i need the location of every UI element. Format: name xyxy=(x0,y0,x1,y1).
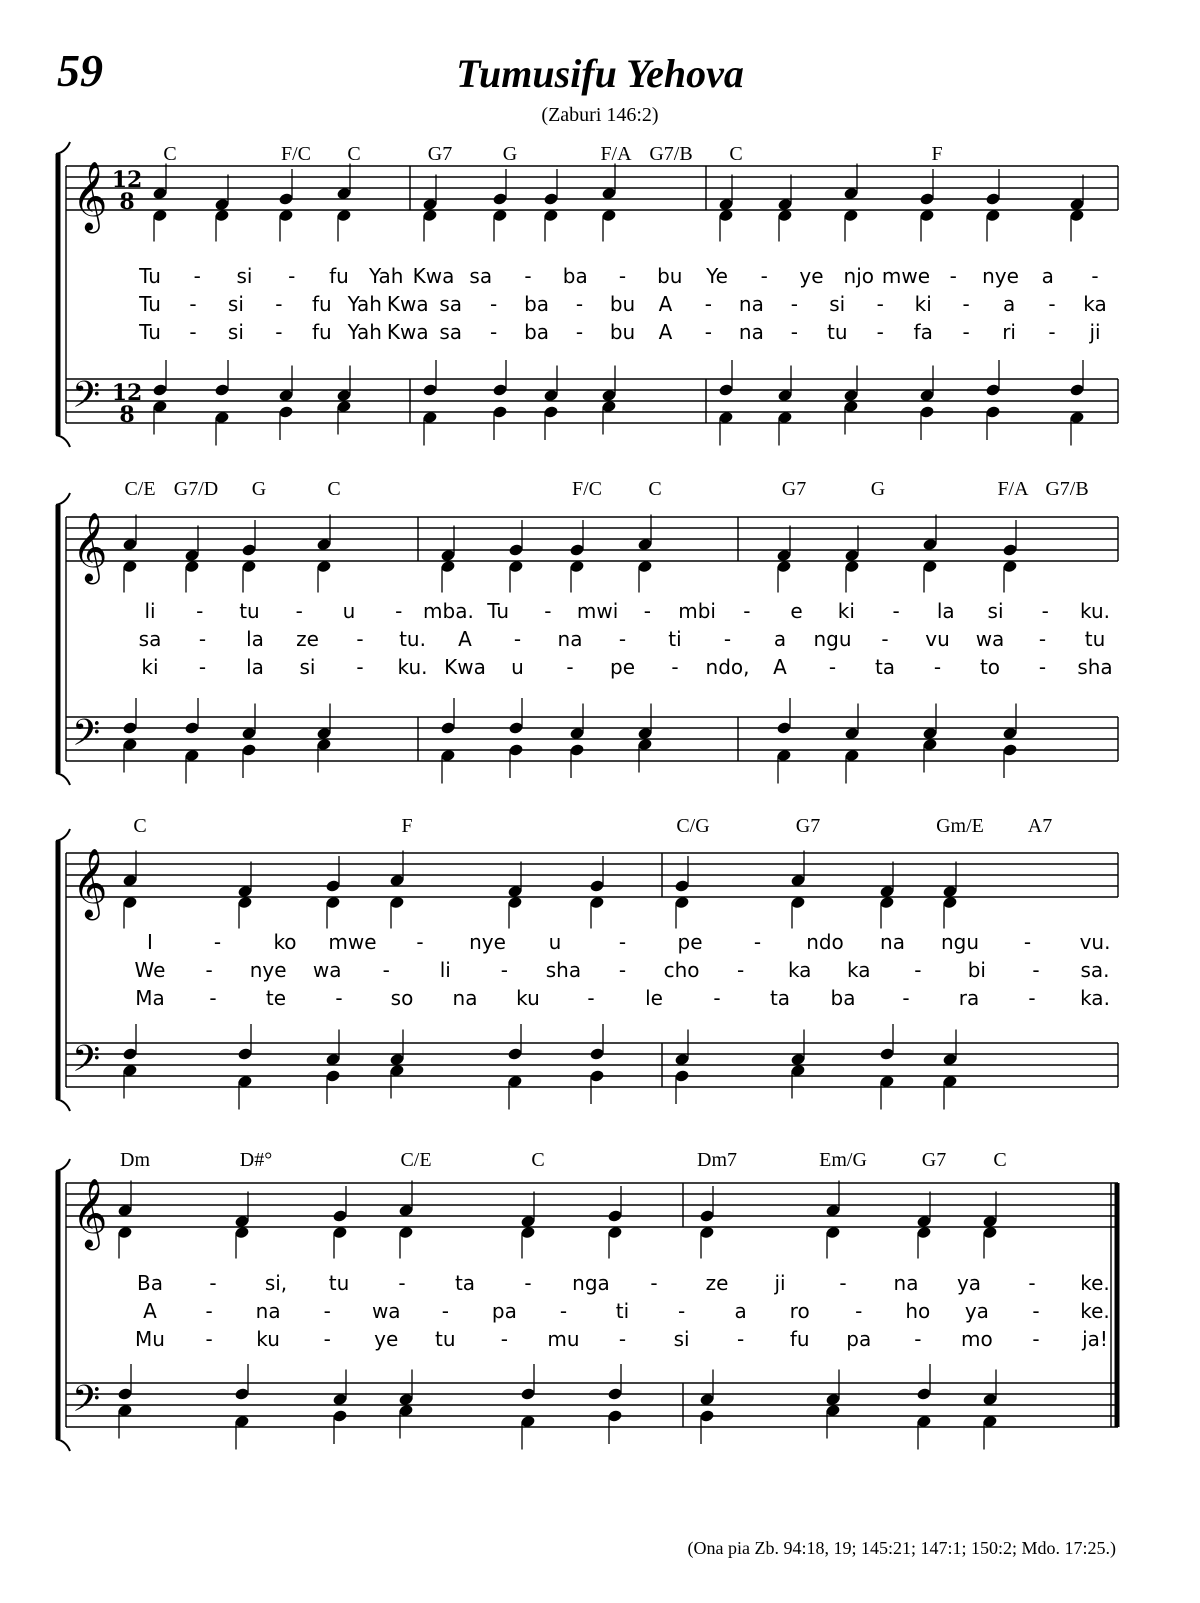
lyric-hyphen: - xyxy=(618,1327,627,1351)
lyric-hyphen: - xyxy=(500,1327,508,1351)
chord-symbol: G7 xyxy=(781,478,807,500)
lyric-hyphen: - xyxy=(914,958,922,982)
lyric-syllable: Ma xyxy=(135,986,165,1010)
bracket-top-hook xyxy=(56,1159,70,1171)
lyric-syllable: bu xyxy=(609,292,636,316)
lyric-syllable: Tu xyxy=(487,599,510,623)
lyric-syllable: ke. xyxy=(1080,1299,1110,1323)
lyric-hyphen: - xyxy=(723,627,732,651)
lyric-syllable: ye xyxy=(374,1327,399,1351)
lyric-hyphen: - xyxy=(490,320,498,344)
lyric-hyphen: - xyxy=(575,320,584,344)
lyric-hyphen: - xyxy=(1041,599,1049,623)
lyric-syllable: Kwa xyxy=(412,264,455,288)
lyric-syllable: tu. xyxy=(399,627,426,651)
lyric-syllable: pe xyxy=(677,930,703,954)
lyric-syllable: bu xyxy=(609,320,636,344)
lyric-syllable: Ba xyxy=(137,1271,163,1295)
song-subtitle: (Zaburi 146:2) xyxy=(541,104,659,126)
lyric-hyphen: - xyxy=(356,655,364,679)
lyric-syllable: ze xyxy=(705,1271,729,1295)
lyric-syllable: Tu xyxy=(139,292,161,316)
lyric-hyphen: - xyxy=(575,292,584,316)
chord-symbol: C xyxy=(993,1149,1007,1171)
lyric-syllable: cho xyxy=(663,958,700,982)
lyric-hyphen: - xyxy=(1023,930,1032,954)
lyric-hyphen: - xyxy=(743,599,751,623)
lyric-hyphen: - xyxy=(288,264,296,288)
lyric-syllable: wa xyxy=(371,1299,401,1323)
lyric-syllable: mbi xyxy=(678,599,716,623)
lyric-syllable: ro xyxy=(789,1299,810,1323)
chord-symbol: C/E xyxy=(124,478,156,500)
chord-symbol: C xyxy=(327,478,341,500)
lyric-syllable: tu xyxy=(239,599,260,623)
chord-symbol: C xyxy=(133,815,147,837)
lyric-hyphen: - xyxy=(933,655,942,679)
lyric-syllable: Kwa xyxy=(386,320,429,344)
chord-symbol: G7/B xyxy=(1045,478,1089,500)
lyric-syllable: si xyxy=(673,1327,690,1351)
lyric-syllable: Mu xyxy=(135,1327,165,1351)
lyric-syllable: sa xyxy=(439,292,463,316)
bracket-bottom-hook xyxy=(56,773,70,785)
lyric-hyphen: - xyxy=(618,958,627,982)
lyric-hyphen: - xyxy=(559,1299,568,1323)
lyric-syllable: sa xyxy=(439,320,463,344)
lyric-syllable: la xyxy=(936,599,955,623)
bass-clef-icon: 𝄢 xyxy=(72,712,101,763)
lyric-syllable: ji xyxy=(1089,320,1101,344)
lyric-hyphen: - xyxy=(737,958,745,982)
bass-clef-icon: 𝄢 xyxy=(72,1038,101,1089)
chord-symbol: C xyxy=(163,143,177,165)
lyric-syllable: nye xyxy=(469,930,506,954)
lyric-syllable: ku xyxy=(516,986,540,1010)
lyric-syllable: fu xyxy=(789,1327,810,1351)
lyric-syllable: ri xyxy=(1002,320,1016,344)
lyric-hyphen: - xyxy=(205,958,213,982)
chord-symbol: G xyxy=(870,478,886,500)
lyric-hyphen: - xyxy=(760,264,768,288)
chord-symbol: G xyxy=(251,478,267,500)
lyric-syllable: Tu xyxy=(139,264,161,288)
lyric-syllable: wa xyxy=(975,627,1005,651)
lyric-syllable: pe xyxy=(610,655,635,679)
lyric-hyphen: - xyxy=(962,292,970,316)
lyric-syllable: pa xyxy=(491,1299,517,1323)
lyric-syllable: ka xyxy=(787,958,812,982)
lyric-hyphen: - xyxy=(949,264,957,288)
lyric-syllable: li xyxy=(144,599,156,623)
lyric-hyphen: - xyxy=(1038,627,1047,651)
lyric-hyphen: - xyxy=(500,958,508,982)
lyric-syllable: ta xyxy=(454,1271,476,1295)
lyric-hyphen: - xyxy=(544,599,552,623)
lyric-syllable: Tu xyxy=(139,320,161,344)
scripture-references: (Ona pia Zb. 94:18, 19; 145:21; 147:1; 150:2; Mdo. 17:25.) xyxy=(687,1538,1116,1558)
treble-clef-icon: 𝄞 xyxy=(72,1178,108,1248)
lyric-syllable: ba xyxy=(562,264,588,288)
lyric-hyphen: - xyxy=(855,1299,863,1323)
lyric-syllable: ki xyxy=(141,655,159,679)
lyric-hyphen: - xyxy=(881,627,889,651)
lyric-syllable: si xyxy=(829,292,846,316)
lyric-hyphen: - xyxy=(1048,292,1056,316)
lyric-hyphen: - xyxy=(704,320,713,344)
lyric-syllable: ba xyxy=(524,320,550,344)
bracket-bottom-hook xyxy=(56,1099,70,1111)
lyric-hyphen: - xyxy=(335,986,343,1010)
lyric-hyphen: - xyxy=(1048,320,1056,344)
lyric-syllable: ya xyxy=(956,1271,982,1295)
lyric-hyphen: - xyxy=(323,1327,331,1351)
chord-symbol: C/E xyxy=(400,1149,432,1171)
lyric-hyphen: - xyxy=(1032,1327,1040,1351)
lyric-syllable: mu xyxy=(547,1327,580,1351)
lyric-syllable: ngu xyxy=(813,627,852,651)
song-title: Tumusifu Yehova xyxy=(456,51,744,96)
lyric-syllable: sha xyxy=(1077,655,1113,679)
lyric-hyphen: - xyxy=(295,599,303,623)
treble-clef-icon: 𝄞 xyxy=(72,161,108,231)
lyric-syllable: si xyxy=(227,320,244,344)
bass-staff xyxy=(66,1383,1118,1427)
lyric-hyphen: - xyxy=(1038,655,1047,679)
lyric-syllable: tu xyxy=(1084,627,1106,651)
lyric-hyphen: - xyxy=(753,930,762,954)
lyric-hyphen: - xyxy=(790,320,798,344)
treble-staff xyxy=(66,1183,1118,1227)
lyric-hyphen: - xyxy=(828,655,837,679)
lyric-hyphen: - xyxy=(839,1271,847,1295)
lyric-syllable: A xyxy=(658,292,673,316)
lyric-syllable: tu xyxy=(827,320,848,344)
lyric-syllable: u xyxy=(511,655,524,679)
lyric-hyphen: - xyxy=(209,1271,217,1295)
lyric-syllable: na xyxy=(893,1271,919,1295)
lyric-hyphen: - xyxy=(737,1327,745,1351)
lyric-hyphen: - xyxy=(892,599,900,623)
lyric-syllable: ye xyxy=(799,264,824,288)
lyric-hyphen: - xyxy=(275,320,283,344)
lyric-syllable: ti xyxy=(668,627,682,651)
lyric-syllable: mwe xyxy=(328,930,377,954)
lyric-syllable: ki xyxy=(837,599,855,623)
bass-clef-icon: 𝄢 xyxy=(72,1378,101,1429)
system-3 xyxy=(56,815,1118,1111)
chord-symbol: G7/D xyxy=(173,478,219,500)
lyric-hyphen: - xyxy=(1032,1299,1040,1323)
lyric-hyphen: - xyxy=(643,599,651,623)
lyric-hyphen: - xyxy=(618,627,627,651)
lyric-syllable: sa. xyxy=(1080,958,1110,982)
lyric-syllable: a xyxy=(773,627,787,651)
lyric-syllable: u xyxy=(342,599,356,623)
lyric-syllable: a xyxy=(734,1299,747,1323)
lyric-hyphen: - xyxy=(198,627,207,651)
lyric-syllable: si xyxy=(987,599,1004,623)
chord-symbol: C xyxy=(729,143,743,165)
bass-time-signature-bottom: 8 xyxy=(119,402,135,428)
lyric-syllable: A xyxy=(458,627,472,651)
lyric-syllable: Kwa xyxy=(444,655,486,679)
chord-symbol: Em/G xyxy=(819,1149,867,1171)
chord-symbol: C xyxy=(648,478,662,500)
lyric-syllable: mo xyxy=(961,1327,993,1351)
lyric-syllable: fa xyxy=(913,320,933,344)
lyric-hyphen: - xyxy=(704,292,713,316)
lyric-syllable: to xyxy=(979,655,1001,679)
treble-staff xyxy=(66,853,1118,897)
lyric-syllable: We xyxy=(134,958,166,982)
lyric-syllable: li xyxy=(439,958,451,982)
lyric-hyphen: - xyxy=(323,1299,331,1323)
chord-symbol: C/G xyxy=(676,815,710,837)
lyric-hyphen: - xyxy=(876,292,884,316)
lyric-syllable: Yah xyxy=(369,264,404,288)
song-number: 59 xyxy=(57,45,103,96)
lyric-syllable: ku xyxy=(256,1327,280,1351)
lyric-hyphen: - xyxy=(441,1299,449,1323)
lyric-hyphen: - xyxy=(198,655,207,679)
lyric-syllable: ya xyxy=(964,1299,989,1323)
lyric-hyphen: - xyxy=(524,264,532,288)
chord-symbol: F/C xyxy=(280,143,312,165)
lyric-hyphen: - xyxy=(587,986,595,1010)
lyric-syllable: ka. xyxy=(1080,986,1110,1010)
lyric-syllable: le xyxy=(645,986,663,1010)
lyric-hyphen: - xyxy=(490,292,498,316)
lyric-syllable: A xyxy=(143,1299,157,1323)
lyric-hyphen: - xyxy=(618,264,627,288)
lyric-syllable: sa xyxy=(469,264,493,288)
lyric-hyphen: - xyxy=(382,958,390,982)
lyric-syllable: ra xyxy=(958,986,980,1010)
lyric-hyphen: - xyxy=(713,986,721,1010)
lyric-hyphen: - xyxy=(671,655,679,679)
lyric-syllable: tu xyxy=(328,1271,350,1295)
lyric-syllable: ka xyxy=(1083,292,1107,316)
lyric-hyphen: - xyxy=(395,599,403,623)
chord-symbol: Gm/E xyxy=(936,815,984,837)
lyric-syllable: A xyxy=(658,320,673,344)
lyric-syllable: nye xyxy=(982,264,1019,288)
bass-staff xyxy=(66,1043,1118,1087)
lyric-hyphen: - xyxy=(513,627,522,651)
lyric-hyphen: - xyxy=(1032,958,1040,982)
lyric-syllable: fu xyxy=(311,292,332,316)
bracket-top-hook xyxy=(56,493,70,505)
lyric-syllable: mwe xyxy=(881,264,931,288)
lyric-hyphen: - xyxy=(205,1299,213,1323)
lyric-syllable: Yah xyxy=(347,292,382,316)
bass-staff xyxy=(66,717,1118,761)
lyric-syllable: ho xyxy=(905,1299,931,1323)
lyric-syllable: si xyxy=(236,264,253,288)
bracket-top-hook xyxy=(56,829,70,841)
lyric-syllable: nga xyxy=(572,1271,610,1295)
lyric-syllable: ba xyxy=(830,986,856,1010)
lyric-syllable: ka xyxy=(847,958,871,982)
treble-staff xyxy=(66,517,1118,561)
chord-symbol: A7 xyxy=(1027,815,1053,837)
lyric-syllable: na xyxy=(452,986,478,1010)
lyric-syllable: si, xyxy=(264,1271,288,1295)
lyric-hyphen: - xyxy=(524,1271,532,1295)
lyric-hyphen: - xyxy=(398,1271,406,1295)
lyric-syllable: u xyxy=(548,930,562,954)
lyric-syllable: sha xyxy=(545,958,582,982)
chord-symbol: F xyxy=(401,815,413,837)
lyric-syllable: bi xyxy=(967,958,987,982)
lyric-syllable: fu xyxy=(311,320,332,344)
lyric-hyphen: - xyxy=(189,320,197,344)
lyric-hyphen: - xyxy=(902,986,910,1010)
lyric-syllable: njo xyxy=(843,264,874,288)
bass-time-signature-top: 12 xyxy=(111,380,143,406)
lyric-syllable: ja! xyxy=(1082,1327,1108,1351)
lyric-syllable: ti xyxy=(615,1299,630,1323)
lyric-syllable: vu. xyxy=(1079,930,1111,954)
lyric-syllable: te xyxy=(265,986,287,1010)
lyric-syllable: na xyxy=(738,292,764,316)
lyric-syllable: ki xyxy=(914,292,932,316)
chord-symbol: Dm7 xyxy=(697,1149,737,1171)
bracket-bottom-hook xyxy=(56,1439,70,1451)
lyric-syllable: Ye xyxy=(706,264,728,288)
lyric-syllable: ta xyxy=(874,655,896,679)
lyric-syllable: ze xyxy=(296,627,319,651)
lyric-hyphen: - xyxy=(618,930,627,954)
lyric-syllable: mwi xyxy=(576,599,619,623)
lyric-syllable: Yah xyxy=(347,320,382,344)
chord-symbol: F/A xyxy=(997,478,1029,500)
chord-symbol: C xyxy=(347,143,361,165)
lyric-syllable: a xyxy=(1041,264,1054,288)
lyric-syllable: pa xyxy=(846,1327,872,1351)
lyric-hyphen: - xyxy=(677,1299,686,1323)
lyric-syllable: Kwa xyxy=(386,292,429,316)
lyric-syllable: tu xyxy=(435,1327,456,1351)
chord-symbol: Dm xyxy=(120,1149,150,1171)
lyric-hyphen: - xyxy=(416,930,424,954)
chord-symbol: F xyxy=(931,143,943,165)
lyric-syllable: ko xyxy=(273,930,297,954)
lyric-hyphen: - xyxy=(356,627,364,651)
chord-symbol: G7 xyxy=(427,143,453,165)
lyric-syllable: so xyxy=(390,986,414,1010)
lyric-syllable: na xyxy=(738,320,764,344)
treble-clef-icon: 𝄞 xyxy=(72,512,108,582)
lyric-hyphen: - xyxy=(205,1327,213,1351)
lyric-syllable: ngu xyxy=(940,930,980,954)
chord-symbol: C xyxy=(531,1149,545,1171)
lyric-syllable: bu xyxy=(657,264,683,288)
lyric-syllable: wa xyxy=(312,958,342,982)
lyric-syllable: e xyxy=(790,599,803,623)
lyric-syllable: ku. xyxy=(1080,599,1110,623)
lyric-syllable: ji xyxy=(774,1271,786,1295)
lyric-syllable: ndo xyxy=(806,930,844,954)
lyric-hyphen: - xyxy=(213,930,222,954)
lyric-syllable: ke. xyxy=(1080,1271,1110,1295)
bracket-top-hook xyxy=(56,142,70,154)
lyric-syllable: sa xyxy=(138,627,162,651)
lyric-syllable: ndo, xyxy=(705,655,750,679)
lyric-syllable: na xyxy=(255,1299,281,1323)
lyric-syllable: na xyxy=(557,627,583,651)
lyric-hyphen: - xyxy=(189,292,197,316)
chord-symbol: G7 xyxy=(795,815,821,837)
lyric-hyphen: - xyxy=(914,1327,922,1351)
lyric-hyphen: - xyxy=(1028,986,1036,1010)
lyric-syllable: A xyxy=(773,655,787,679)
chord-symbol: D#° xyxy=(239,1149,273,1171)
lyric-syllable: a xyxy=(1002,292,1016,316)
lyric-hyphen: - xyxy=(790,292,798,316)
chord-symbol: G7 xyxy=(921,1149,947,1171)
lyric-syllable: ta xyxy=(769,986,791,1010)
lyric-syllable: vu xyxy=(925,627,950,651)
lyric-hyphen: - xyxy=(1028,1271,1036,1295)
chord-symbol: G7/B xyxy=(649,143,693,165)
lyric-hyphen: - xyxy=(196,599,204,623)
lyric-syllable: ba xyxy=(524,292,550,316)
treble-time-signature-top: 12 xyxy=(111,167,143,193)
bracket-bottom-hook xyxy=(56,435,70,447)
lyric-hyphen: - xyxy=(566,655,574,679)
lyric-syllable: na xyxy=(880,930,905,954)
lyric-hyphen: - xyxy=(962,320,970,344)
lyric-hyphen: - xyxy=(275,292,283,316)
lyric-hyphen: - xyxy=(650,1271,658,1295)
lyric-hyphen: - xyxy=(1091,264,1099,288)
lyric-syllable: I xyxy=(147,930,153,954)
chord-symbol: G xyxy=(502,143,518,165)
lyric-syllable: la xyxy=(246,655,264,679)
lyric-syllable: ku. xyxy=(397,655,428,679)
lyric-syllable: nye xyxy=(249,958,287,982)
lyric-hyphen: - xyxy=(209,986,217,1010)
lyric-hyphen: - xyxy=(876,320,884,344)
treble-clef-icon: 𝄞 xyxy=(72,848,108,918)
lyric-syllable: si xyxy=(227,292,244,316)
chord-symbol: F/C xyxy=(571,478,603,500)
lyric-hyphen: - xyxy=(193,264,201,288)
lyric-syllable: la xyxy=(246,627,264,651)
chord-symbol: F/A xyxy=(600,143,632,165)
lyric-syllable: fu xyxy=(329,264,349,288)
bass-clef-icon: 𝄢 xyxy=(72,374,101,425)
lyric-syllable: mba. xyxy=(423,599,474,623)
lyric-syllable: si xyxy=(299,655,316,679)
treble-time-signature-bottom: 8 xyxy=(119,189,135,215)
